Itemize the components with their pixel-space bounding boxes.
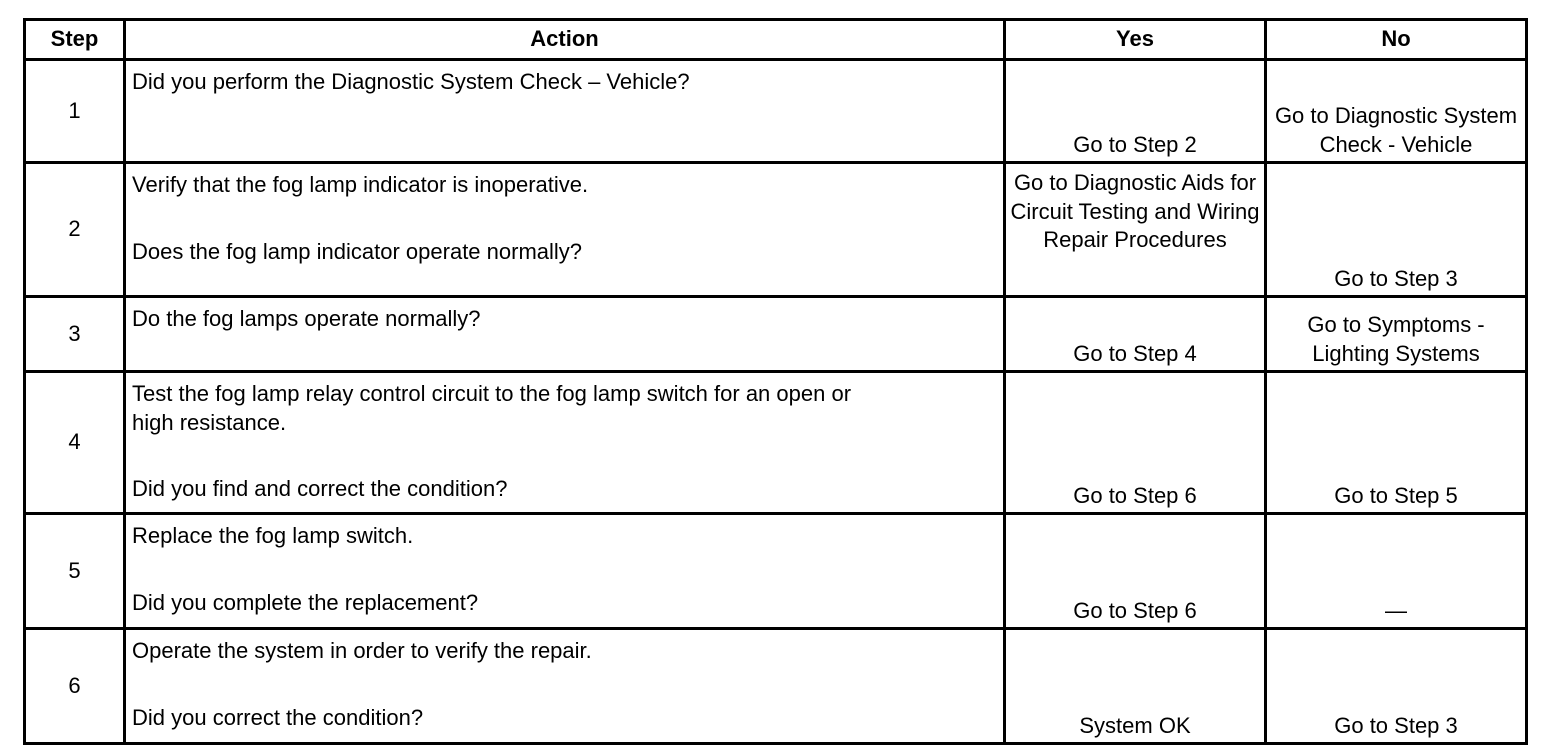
step-number: 2 — [25, 163, 125, 297]
step-number: 4 — [25, 372, 125, 514]
no-result: — — [1266, 514, 1527, 629]
yes-result: Go to Step 6 — [1005, 514, 1266, 629]
header-step: Step — [25, 20, 125, 60]
action-text: Do the fog lamps operate normally? — [132, 306, 481, 331]
action-cell — [125, 60, 1005, 163]
action-cell — [125, 629, 1005, 744]
action-cell — [125, 514, 1005, 629]
action-question: Does the fog lamp indicator operate normally? — [132, 238, 583, 264]
action-text: Test the fog lamp relay control circuit to the fog lamp switch for an open or — [132, 381, 852, 406]
action-cell — [125, 297, 1005, 372]
yes-result: Go to Step 2 — [1005, 60, 1266, 163]
yes-result: System OK — [1005, 629, 1266, 744]
action-text: Did you perform the Diagnostic System Check – Vehicle? — [132, 69, 690, 94]
table-row — [25, 629, 1527, 744]
action-text: high resistance. — [132, 409, 287, 435]
no-result: Go to Diagnostic System Check - Vehicle — [1266, 60, 1527, 163]
action-question: Did you correct the condition? — [132, 704, 424, 730]
step-number: 5 — [25, 514, 125, 629]
header-no: No — [1266, 20, 1527, 60]
action-cell — [125, 163, 1005, 297]
action-question: Did you find and correct the condition? — [132, 476, 508, 501]
no-result: Go to Step 3 — [1266, 163, 1527, 297]
header-row — [25, 20, 1527, 60]
step-number: 6 — [25, 629, 125, 744]
no-result: Go to Step 3 — [1266, 629, 1527, 744]
table-row — [25, 297, 1527, 372]
yes-result: Go to Step 4 — [1005, 297, 1266, 372]
action-text: Operate the system in order to verify the repair. — [132, 638, 592, 663]
no-result: Go to Step 5 — [1266, 372, 1527, 514]
action-text: Replace the fog lamp switch. — [132, 523, 414, 548]
table-row — [25, 514, 1527, 629]
step-number: 1 — [25, 60, 125, 163]
action-question: Did you complete the replacement? — [132, 589, 479, 615]
table-row — [25, 163, 1527, 297]
table-row — [25, 372, 1527, 514]
action-cell — [125, 372, 1005, 514]
action-text: Verify that the fog lamp indicator is inoperative. — [132, 172, 589, 197]
table-row — [25, 60, 1527, 163]
header-yes: Yes — [1005, 20, 1266, 60]
no-result: Go to Symptoms - Lighting Systems — [1266, 297, 1527, 372]
yes-result: Go to Step 6 — [1005, 372, 1266, 514]
header-action: Action — [125, 20, 1005, 60]
diagnostic-table — [23, 18, 1528, 745]
yes-result: Go to Diagnostic Aids for Circuit Testing and Wiring Repair Procedures — [1005, 163, 1266, 297]
step-number: 3 — [25, 297, 125, 372]
